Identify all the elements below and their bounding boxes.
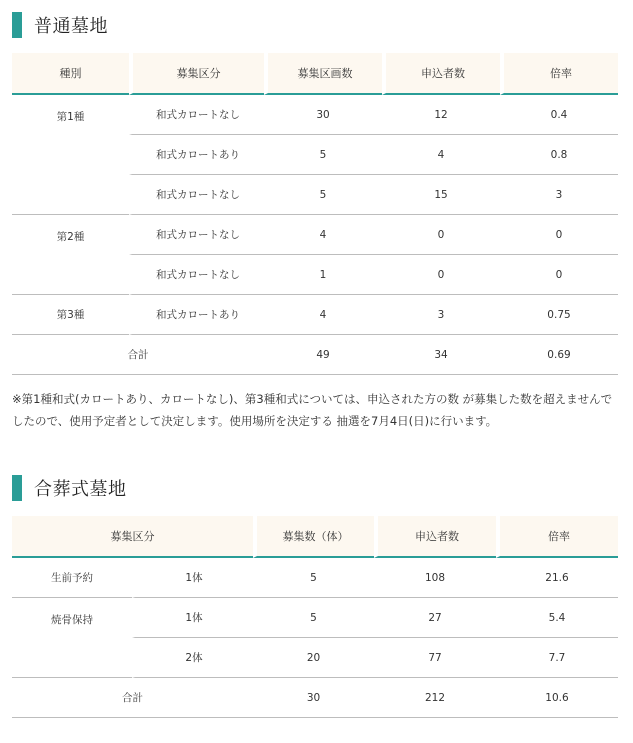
plots-cell: 30 xyxy=(264,95,382,135)
header-ratio: 倍率 xyxy=(500,53,618,95)
applicants-cell: 12 xyxy=(382,95,500,135)
category-cell: 和式カロートなし xyxy=(129,95,264,135)
table-header-row xyxy=(12,516,618,558)
table-row xyxy=(12,295,618,335)
table-row xyxy=(12,95,618,135)
applicants-cell: 3 xyxy=(382,295,500,335)
header-type: 種別 xyxy=(12,53,129,95)
ratio-cell: 3 xyxy=(500,175,618,215)
total-ratio: 10.6 xyxy=(496,678,618,718)
plots-cell: 5 xyxy=(264,175,382,215)
section-title-text: 合葬式墓地 xyxy=(34,479,127,500)
type-cell: 第1種 xyxy=(12,95,129,215)
plots-cell: 5 xyxy=(264,135,382,175)
section-title-joint-burial xyxy=(12,475,127,501)
ratio-cell: 21.6 xyxy=(496,558,618,598)
header-plots: 募集区画数 xyxy=(264,53,382,95)
category-cell: 和式カロートなし xyxy=(129,215,264,255)
category-cell: 和式カロートあり xyxy=(129,295,264,335)
lottery-note: ※第1種和式(カロートあり、カロートなし)、第3種和式については、申込された方の数 が募集した数を超えませんでしたので、使用予定者として決定します。使用場所を決定する 抽選を7月4日(日)に行います。 xyxy=(12,392,613,428)
table-row xyxy=(12,598,618,638)
total-applicants: 212 xyxy=(374,678,496,718)
group-cell: 焼骨保持 xyxy=(12,598,132,678)
total-applicants: 34 xyxy=(382,335,500,375)
applicants-cell: 108 xyxy=(374,558,496,598)
category-cell: 和式カロートあり xyxy=(129,135,264,175)
title-accent-bar xyxy=(12,12,22,38)
ratio-cell: 0 xyxy=(500,255,618,295)
ratio-cell: 5.4 xyxy=(496,598,618,638)
header-applicants: 申込者数 xyxy=(374,516,496,558)
applicants-cell: 0 xyxy=(382,215,500,255)
plots-cell: 1 xyxy=(264,255,382,295)
total-count: 30 xyxy=(253,678,374,718)
applicants-cell: 27 xyxy=(374,598,496,638)
total-row xyxy=(12,678,618,718)
table-header-row xyxy=(12,53,618,95)
ratio-cell: 0.4 xyxy=(500,95,618,135)
count-cell: 5 xyxy=(253,598,374,638)
joint-burial-table xyxy=(12,516,618,718)
ratio-cell: 0.8 xyxy=(500,135,618,175)
ratio-cell: 0 xyxy=(500,215,618,255)
count-cell: 20 xyxy=(253,638,374,678)
ratio-cell: 0.75 xyxy=(500,295,618,335)
type-cell: 第2種 xyxy=(12,215,129,295)
applicants-cell: 4 xyxy=(382,135,500,175)
header-category: 募集区分 xyxy=(129,53,264,95)
title-accent-bar xyxy=(12,475,22,501)
header-ratio: 倍率 xyxy=(496,516,618,558)
count-cell: 5 xyxy=(253,558,374,598)
category-cell: 和式カロートなし xyxy=(129,175,264,215)
header-category: 募集区分 xyxy=(12,516,253,558)
unit-cell: 1体 xyxy=(132,598,253,638)
total-label: 合計 xyxy=(12,678,253,718)
plots-cell: 4 xyxy=(264,295,382,335)
header-applicants: 申込者数 xyxy=(382,53,500,95)
general-cemetery-table xyxy=(12,53,618,375)
applicants-cell: 77 xyxy=(374,638,496,678)
group-cell: 生前予約 xyxy=(12,558,132,598)
applicants-cell: 0 xyxy=(382,255,500,295)
plots-cell: 4 xyxy=(264,215,382,255)
category-cell: 和式カロートなし xyxy=(129,255,264,295)
total-label: 合計 xyxy=(12,335,264,375)
table-row xyxy=(12,558,618,598)
unit-cell: 2体 xyxy=(132,638,253,678)
table-row xyxy=(12,215,618,255)
ratio-cell: 7.7 xyxy=(496,638,618,678)
header-count: 募集数（体） xyxy=(253,516,374,558)
unit-cell: 1体 xyxy=(132,558,253,598)
section-title-general-cemetery xyxy=(12,12,108,38)
applicants-cell: 15 xyxy=(382,175,500,215)
type-cell: 第3種 xyxy=(12,295,129,335)
total-ratio: 0.69 xyxy=(500,335,618,375)
section-title-text: 普通墓地 xyxy=(34,16,108,37)
total-row xyxy=(12,335,618,375)
total-plots: 49 xyxy=(264,335,382,375)
